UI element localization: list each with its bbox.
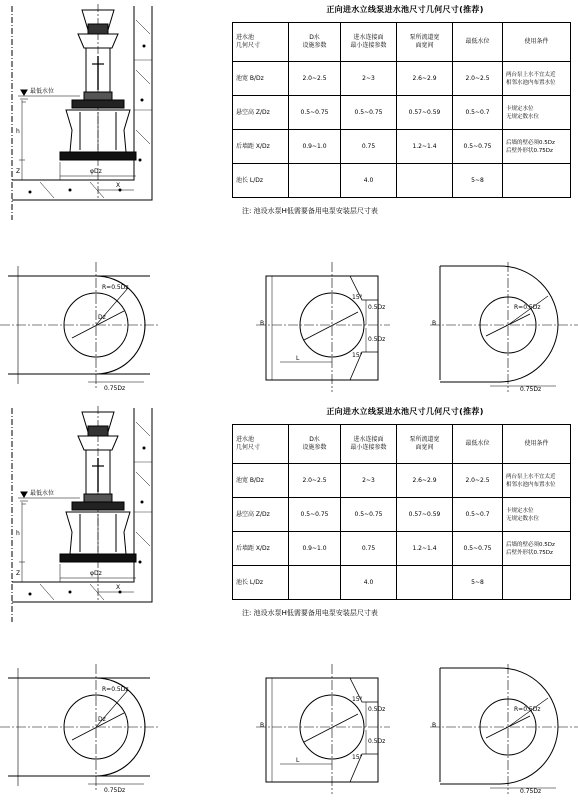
table-cell (397, 566, 453, 600)
table-cell: 4.0 (341, 164, 397, 198)
condition-cell: 卡规定水位 无规定数水位 (503, 498, 571, 532)
table-cell: 2.6~2.9 (397, 464, 453, 498)
angle-label: 15° (352, 352, 363, 359)
header-cell: D水 设施参数 (289, 425, 341, 464)
row-label: 池长 L/Dz (233, 164, 289, 198)
table-row (233, 532, 571, 566)
dim-x-label: X (116, 182, 121, 189)
condition-cell (503, 566, 571, 600)
table-row (233, 130, 571, 164)
table-cell: 0.5~0.7 (453, 96, 503, 130)
table-cell: 2~3 (341, 464, 397, 498)
pump-elevation (12, 406, 152, 622)
dim-dz-label: Dz (98, 314, 106, 321)
condition-cell (503, 164, 571, 198)
header-cell: 进水连接面 最小连接参数 (341, 23, 397, 62)
table-cell: 0.57~0.59 (397, 498, 453, 532)
table-row (233, 96, 571, 130)
table-cell: 0.9~1.0 (289, 130, 341, 164)
table-cell (289, 566, 341, 600)
header-cell: 最低水位 (453, 425, 503, 464)
table-note: 注: 池设水泵H低需要备用电泵安装层尺寸表 (242, 609, 378, 617)
table-cell: 0.5~0.75 (289, 498, 341, 532)
condition-cell: 后墙的壁必须0.5Dz 后壁外形状0.75Dz (503, 130, 571, 164)
row-label: 悬空高 Z/Dz (233, 498, 289, 532)
angle-label: 15° (352, 696, 363, 703)
header-cell: D水 设施参数 (289, 23, 341, 62)
dim-radius-label: R=0.5Dz (514, 304, 541, 311)
header-cell: 泵所流道宽 面宽间 (397, 23, 453, 62)
water-level-label: 最低水位 (30, 88, 55, 95)
table-cell (289, 164, 341, 198)
row-label: 池宽 B/Dz (233, 464, 289, 498)
table-row (233, 464, 571, 498)
table-cell: 0.75 (341, 130, 397, 164)
water-level-label: 最低水位 (30, 490, 55, 497)
table-cell: 5~8 (453, 566, 503, 600)
dim-b-label: B (432, 722, 437, 729)
dim-radius-label: R=0.5Dz (514, 706, 541, 713)
row-label: 悬空高 Z/Dz (233, 96, 289, 130)
dim-x-label: X (116, 584, 121, 591)
dim-diameter-label: φDz (90, 168, 102, 175)
dim-half-label: 0.5Dz (368, 706, 386, 713)
dim-bottom-label: 0.75Dz (520, 788, 542, 795)
header-cell: 使用条件 (503, 425, 571, 464)
table-cell: 2.6~2.9 (397, 62, 453, 96)
dim-half-label: 0.5Dz (368, 336, 386, 343)
dimension-table (232, 424, 571, 600)
plan-view-curved (430, 262, 578, 392)
condition-cell: 两台泵上水不宜太近 相邻水池内布置水位 (503, 464, 571, 498)
dim-z-label: Z (16, 570, 21, 577)
dim-b-label: B (432, 320, 437, 327)
table-cell: 0.5~0.75 (341, 96, 397, 130)
dim-l-label: L (296, 355, 300, 362)
dim-bottom-label: 0.75Dz (104, 385, 126, 392)
table-cell: 4.0 (341, 566, 397, 600)
pump-elevation (12, 4, 152, 220)
dim-l-label: L (296, 757, 300, 764)
plan-view-flared (256, 262, 390, 392)
header-cell: 进水池 几何尺寸 (233, 23, 289, 62)
table-cell: 2~3 (341, 62, 397, 96)
header-cell: 进水池 几何尺寸 (233, 425, 289, 464)
dimension-table (232, 22, 571, 198)
table-title: 正向进水立线泵进水池尺寸几何尺寸(推荐) (326, 407, 484, 416)
table-cell: 1.2~1.4 (397, 532, 453, 566)
table-row (233, 498, 571, 532)
dim-radius-label: R=0.5Dz (102, 284, 129, 291)
dim-bottom-label: 0.75Dz (104, 787, 126, 794)
table-header-row (233, 23, 571, 62)
condition-cell: 两台泵上水不宜太近 相邻水池内布置水位 (503, 62, 571, 96)
table-row (233, 62, 571, 96)
table-cell: 0.57~0.59 (397, 96, 453, 130)
table-cell: 1.2~1.4 (397, 130, 453, 164)
dim-b-label: B (260, 320, 265, 327)
dim-h-label: h (16, 530, 20, 537)
condition-cell: 后墙的壁必须0.5Dz 后壁外形状0.75Dz (503, 532, 571, 566)
dim-dz-label: Dz (98, 716, 106, 723)
table-cell: 0.5~0.75 (289, 96, 341, 130)
condition-cell: 卡规定水位 无规定数水位 (503, 96, 571, 130)
dim-z-label: Z (16, 168, 21, 175)
table-cell: 0.75 (341, 532, 397, 566)
table-cell: 0.5~0.7 (453, 498, 503, 532)
plan-view-flared (256, 664, 390, 794)
angle-label: 15° (352, 754, 363, 761)
plan-view-round (0, 262, 160, 388)
table-cell: 5~8 (453, 164, 503, 198)
table-cell (397, 164, 453, 198)
table-cell: 0.9~1.0 (289, 532, 341, 566)
table-row (233, 566, 571, 600)
table-cell: 2.0~2.5 (453, 62, 503, 96)
plan-view-round (0, 664, 160, 790)
table-cell: 0.5~0.75 (453, 532, 503, 566)
angle-label: 15° (352, 294, 363, 301)
drawing-sheet-2 (0, 402, 578, 804)
table-note: 注: 池设水泵H低需要备用电泵安装层尺寸表 (242, 207, 378, 215)
dim-bottom-label: 0.75Dz (520, 386, 542, 393)
table-cell: 2.0~2.5 (289, 62, 341, 96)
dim-half-label: 0.5Dz (368, 738, 386, 745)
dim-h-label: h (16, 128, 20, 135)
table-cell: 0.5~0.75 (453, 130, 503, 164)
dim-half-label: 0.5Dz (368, 304, 386, 311)
row-label: 池长 L/Dz (233, 566, 289, 600)
dim-radius-label: R=0.5Dz (102, 686, 129, 693)
table-cell: 2.0~2.5 (453, 464, 503, 498)
table-title: 正向进水立线泵进水池尺寸几何尺寸(推荐) (326, 5, 484, 14)
header-cell: 进水连接面 最小连接参数 (341, 425, 397, 464)
table-cell: 2.0~2.5 (289, 464, 341, 498)
dim-b-label: B (260, 722, 265, 729)
table-cell: 0.5~0.75 (341, 498, 397, 532)
header-cell: 最低水位 (453, 23, 503, 62)
table-header-row (233, 425, 571, 464)
plan-view-curved (430, 664, 578, 794)
row-label: 后墙距 X/Dz (233, 130, 289, 164)
row-label: 池宽 B/Dz (233, 62, 289, 96)
header-cell: 泵所流道宽 面宽间 (397, 425, 453, 464)
table-row (233, 164, 571, 198)
dim-diameter-label: φDz (90, 570, 102, 577)
row-label: 后墙距 X/Dz (233, 532, 289, 566)
header-cell: 使用条件 (503, 23, 571, 62)
